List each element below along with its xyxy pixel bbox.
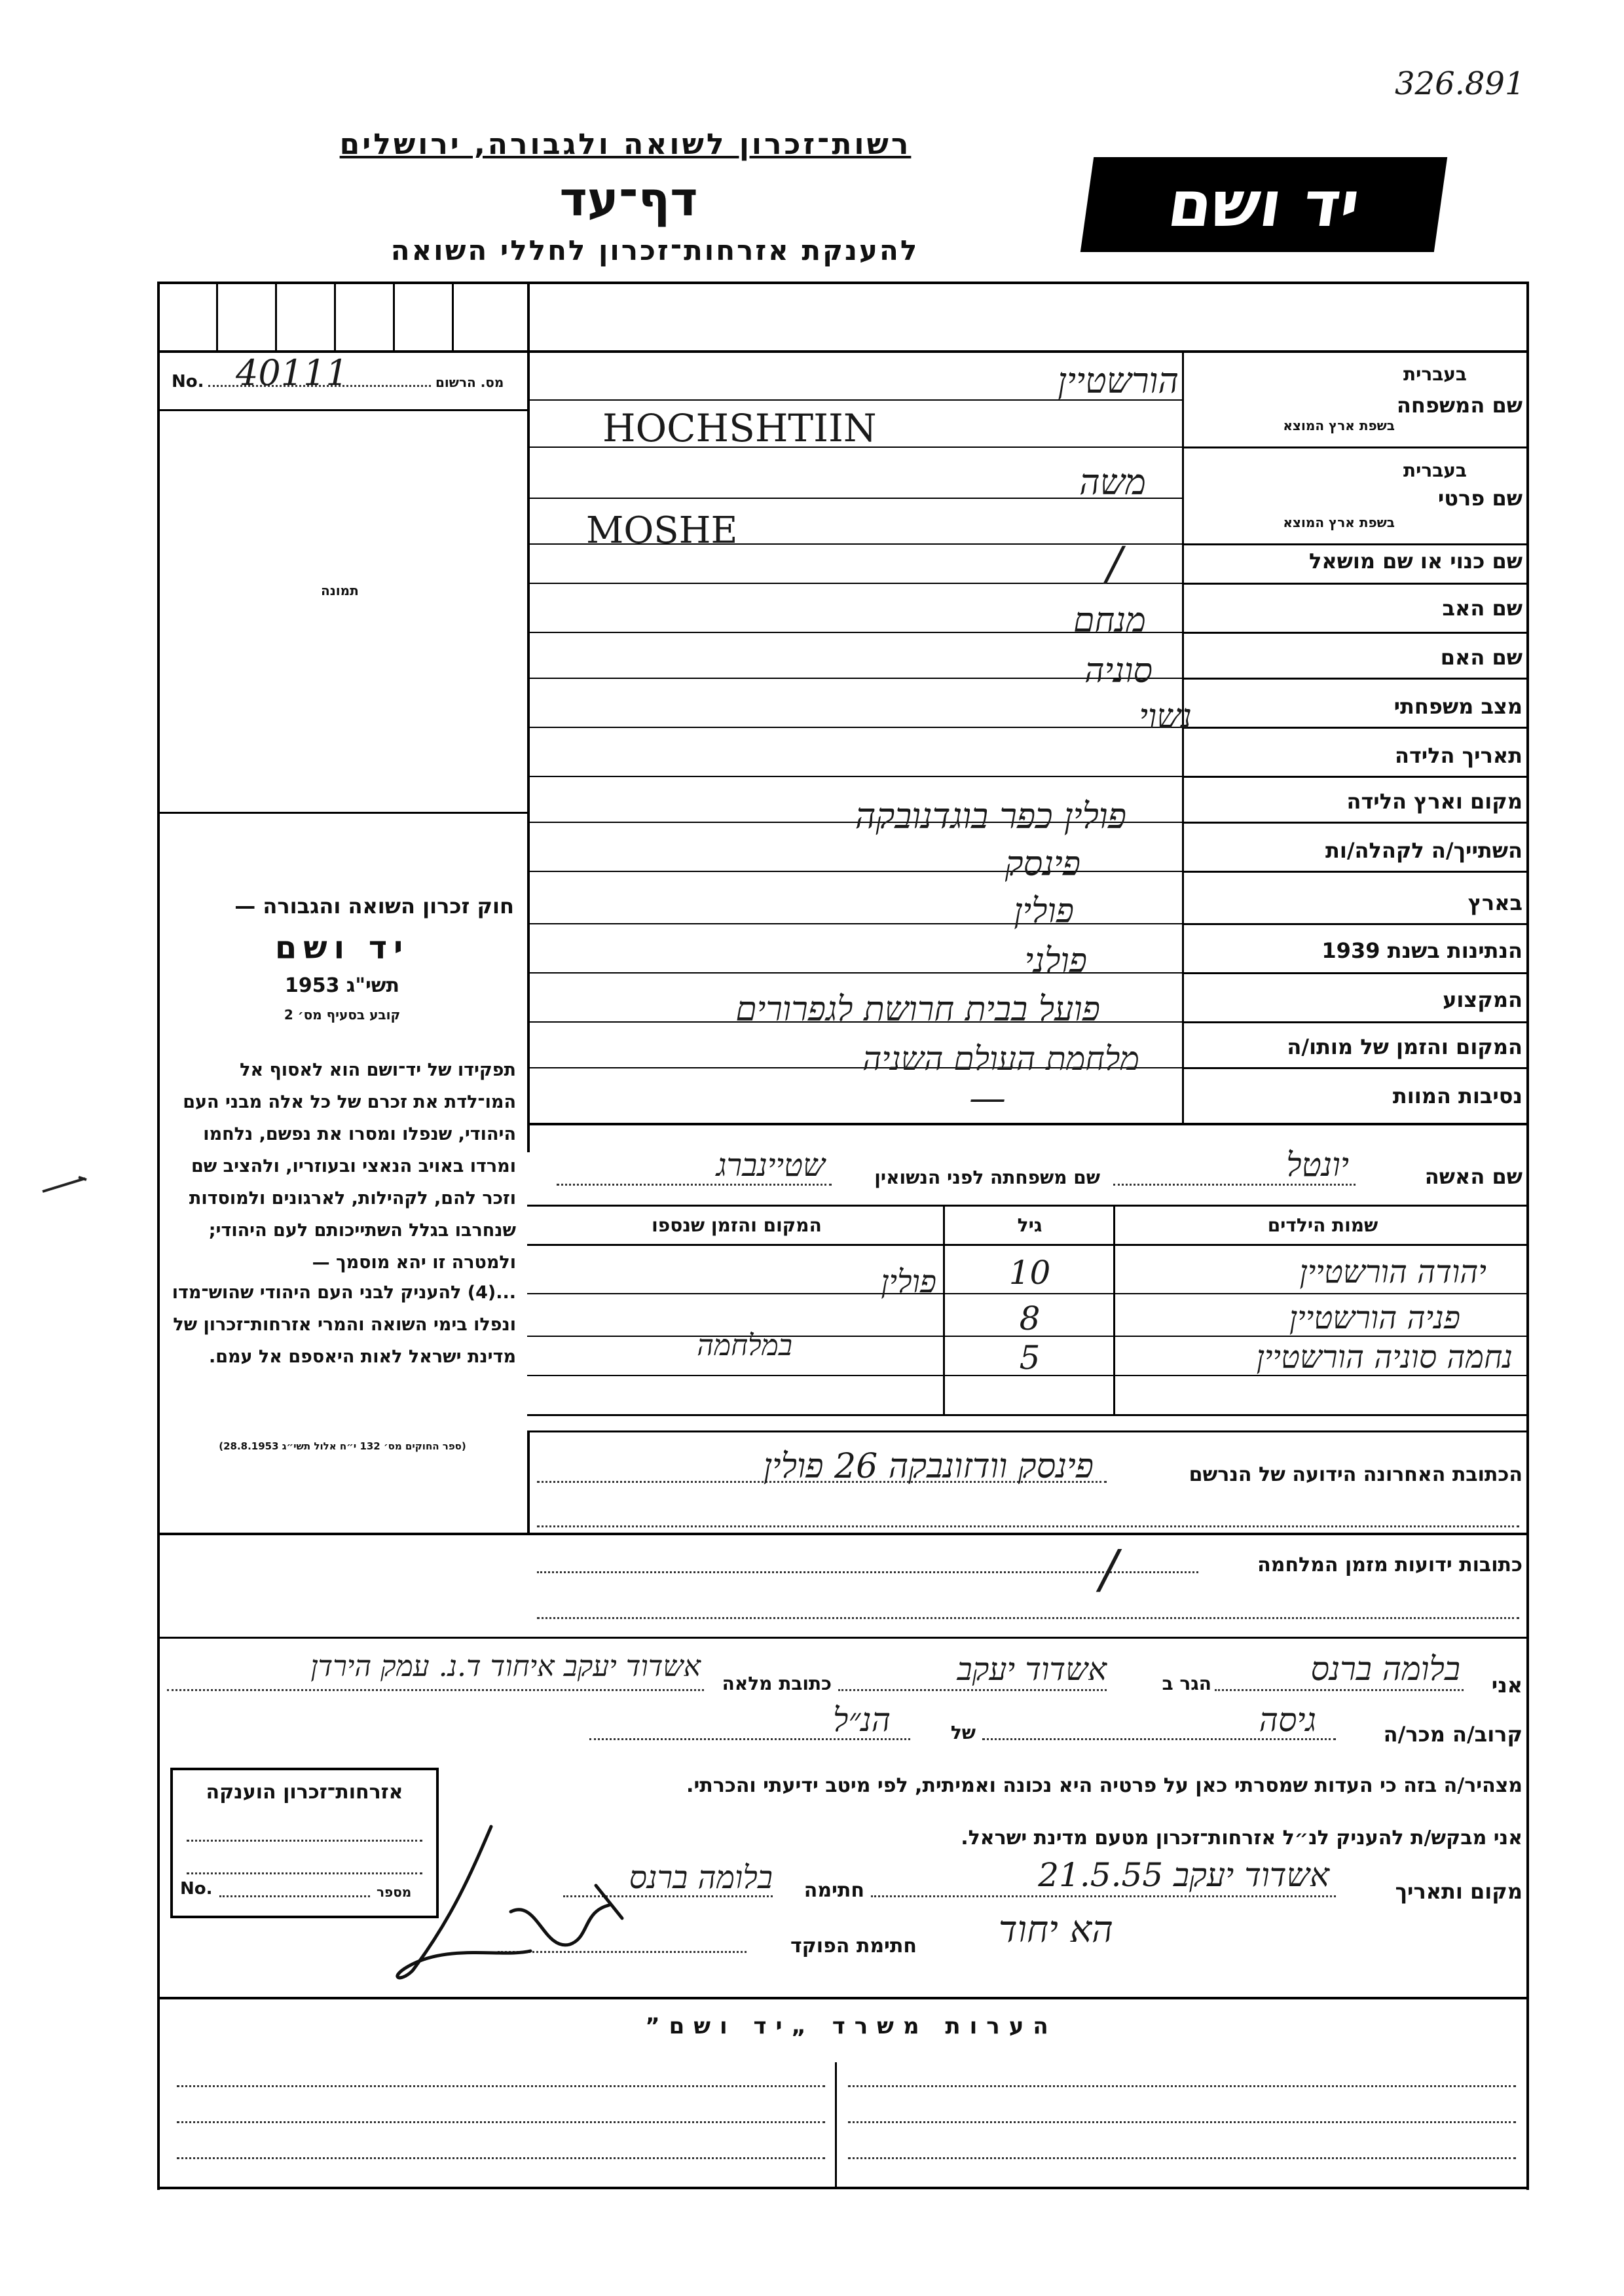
country-label: בארץ [1467,890,1522,915]
surname-label: שם המשפחה [1396,393,1522,418]
profession-label: המקצוע [1443,987,1522,1012]
place-date-value: אשדוד יעקב 21.5.55 [1038,1856,1329,1894]
form-subtitle: להענקת אזרחות־זכרון לחללי השואה [390,234,919,266]
firstname-latin-value: MOSHE [586,509,738,552]
war-address-label: כתובות ידועות מזמן המלחמה [1257,1554,1522,1576]
birthdate-label: תאריך הלידה [1394,743,1522,768]
child-2-name: פניה הורשטיין [1289,1300,1460,1336]
archive-number: 326.891 [1395,65,1525,102]
of-label: של [950,1722,976,1743]
death-cause-value: — [969,1077,1006,1120]
mother-value: סוניה [1084,651,1153,691]
declaration-text: מצהיר/ה בזה כי העדות שמסרתי כאן על פרטיה היא נכונה ואמיתית, לפי מיטב ידיעתי והכרתי. [686,1774,1522,1797]
officer-signature-label: חתימת הפוקד [790,1935,917,1958]
surname-hebrew-value: הורשטיין [1058,360,1179,401]
firstname-hebrew-label: בעברית [1403,460,1467,481]
signature-value: בלומה ברנס [629,1859,773,1896]
firstname-label: שם פרטי [1437,486,1522,511]
relation-value: גיסה [1259,1701,1316,1739]
declarant-i-label: אני [1491,1673,1522,1698]
father-label: שם האב [1442,596,1522,621]
citizenship-number-label: מספר [377,1884,412,1900]
birthplace-label: מקום וארץ הלידה [1346,789,1522,814]
child-2-age: 8 [1019,1300,1041,1338]
death-cause-label: נסיבות המוות [1392,1084,1522,1108]
registration-no-label: No. [172,372,204,392]
last-address-label: הכתובת האחרונה הידועה של הנרשם [1189,1463,1522,1486]
surname-hebrew-label: בעברית [1403,363,1467,385]
child-1-place: פולין [881,1264,936,1300]
registration-label: מס. הרשום [435,374,504,390]
office-notes-title: הערות משרד „יד ושם” [645,2013,1058,2039]
child-2-place: במלחמה [697,1329,792,1362]
wife-maiden-label: שם משפחתה לפני הנשואין [874,1167,1100,1188]
firstname-origin-label: בשפת ארץ המוצא [1283,515,1395,530]
nickname-value: / [1107,537,1122,591]
law-citation: (ספר החוקים מס׳ 132 י״ח אלול תשי״ג 28.8.1953) [219,1440,466,1452]
marital-value: נשוי [1139,697,1192,737]
surname-latin-value: HOCHSHTIIN [602,406,877,450]
children-names-header: שמות הילדים [1267,1214,1378,1236]
citizenship-no-label: No. [180,1879,213,1899]
wife-label: שם האשה [1424,1164,1522,1189]
margin-mark [39,1172,92,1198]
birthplace-value: פולין כפר בוגדנובקה [855,795,1126,837]
wife-maiden-value: שטיינברג [716,1147,825,1184]
law-paragraph-1: תפקידו של יד־ושם הוא לאסוף אל המו־לדת את זכרם של כל אלה מבני העם היהודי, שנפלו ומסרו את נפשם, נלחמו ומרדו באויב הנאצי ובעוזריו, ולהציב שם וזכר להם, לקהילות, לארגונים ולמוסדות שנחרבו בגלל השתייכותם לעם היהודי; ולמטרה זו יהא מוסמך — [183,1060,516,1273]
surname-origin-label: בשפת ארץ המוצא [1283,418,1395,433]
firstname-hebrew-value: משה [1079,462,1146,503]
child-1-age: 10 [1008,1254,1051,1292]
law-heading: חוק זכרון השואה והגבורה — [234,894,514,919]
of-value: הנ״ל [833,1701,891,1739]
declarant-city: אשדוד יעקב [957,1651,1107,1688]
profession-value: פועל בבית חרושת לגפרורים [735,990,1100,1029]
last-address-value: פינסק וודזונבקה 26 פולין [763,1447,1094,1486]
yad-vashem-logo: יד ושם [1080,157,1447,252]
citizenship-box-title: אזרחות־זכרון הוענקה [206,1781,403,1804]
full-address-label: כתובת מלאה [722,1673,832,1694]
community-value: פינסק [1005,845,1080,884]
resides-label: הגר ב [1162,1673,1211,1694]
mother-label: שם האם [1440,645,1522,670]
relative-label: קרוב/ה מכר/ה [1383,1722,1522,1747]
marital-label: מצב משפחתי [1393,694,1522,719]
officer-note: הא יחוד [998,1908,1113,1951]
child-3-age: 5 [1019,1339,1041,1377]
country-value: פולין [1014,892,1074,931]
signature-label: חתימה [803,1879,864,1902]
law-name: יד ושם [274,930,410,966]
death-place-value: מלחמת העולם השניה [862,1040,1139,1078]
authority-title: רשות־זכרון לשואה ולגבורה, ירושלים [339,128,912,161]
child-1-name: יהודה הורשטיין [1299,1254,1486,1290]
citizenship-value: פולני [1024,941,1087,981]
children-age-header: גיל [1017,1214,1043,1236]
war-address-value: / [1100,1539,1118,1599]
declarant-full-address: אשדוד יעקב איחוד ד.נ. עמק הירדן [310,1650,701,1683]
request-text: אני מבקש/ת להעניק לנ״ל אזרחות־זכרון מטעם מדינת ישראל. [961,1827,1522,1850]
photo-label: תמונה [321,583,359,598]
children-place-header: המקום והזמן שנספו [652,1214,822,1236]
law-clause: קובע בסעיף מס׳ 2 [284,1007,401,1023]
place-date-label: מקום ותאריך [1395,1879,1522,1904]
nickname-label: שם כנוי או שם מושאל [1308,549,1522,574]
law-paragraph-2: ...(4) להעניק לבני העם היהודי שהוש־מדו ונפלו בימי השואה והמרי אזרחות־זכרון של מדינת ישראל לאות היאספם אל עמם. [172,1283,516,1367]
form-title: דף־עד [559,172,698,227]
death-place-label: המקום והזמן של מותו/ה [1287,1034,1522,1059]
child-3-name: נחמה סוניה הורשטיין [1256,1339,1513,1376]
registration-number: 40111 [236,352,348,393]
community-label: השתייך/ה לקהלה/ות [1325,838,1522,863]
father-value: מנחם [1073,601,1146,640]
declarant-name: בלומה ברנס [1310,1650,1460,1688]
wife-value: יונטל [1286,1146,1349,1184]
law-year: תשי"ג 1953 [284,974,400,997]
citizenship-label: הנתינות בשנת 1939 [1321,938,1522,963]
